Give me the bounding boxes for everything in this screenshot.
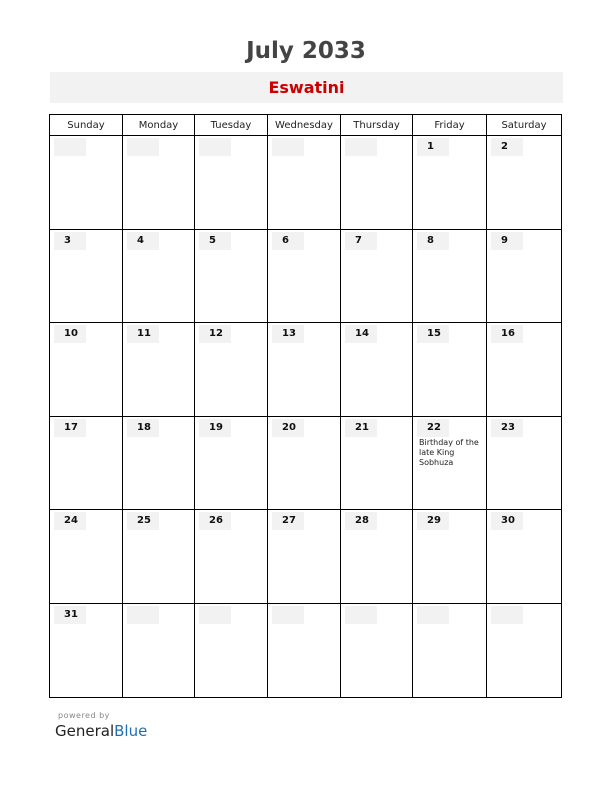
day-number (272, 138, 304, 156)
day-cell (341, 417, 413, 510)
day-number: 12 (199, 325, 231, 343)
day-cell (341, 604, 413, 698)
day-number: 7 (345, 232, 377, 250)
day-number: 28 (345, 512, 377, 530)
day-cell (50, 323, 123, 417)
day-number (345, 606, 377, 624)
day-number: 18 (127, 419, 159, 437)
weekday-tuesday: Tuesday (195, 115, 268, 135)
weekday-thursday: Thursday (341, 115, 413, 135)
day-cell (413, 136, 487, 230)
day-number: 22 (417, 419, 449, 437)
day-cell (341, 510, 413, 604)
day-number: 13 (272, 325, 304, 343)
holiday-label: Birthday of the late King Sobhuza (419, 438, 479, 467)
day-number: 6 (272, 232, 304, 250)
country-name: Eswatini (268, 78, 345, 97)
day-number: 27 (272, 512, 304, 530)
day-number: 16 (491, 325, 523, 343)
day-cell (413, 510, 487, 604)
day-number (345, 138, 377, 156)
day-number: 8 (417, 232, 449, 250)
day-cell (195, 604, 268, 698)
day-cell (268, 323, 341, 417)
day-number: 29 (417, 512, 449, 530)
day-cell (50, 136, 123, 230)
day-number: 1 (417, 138, 449, 156)
day-number (491, 606, 523, 624)
day-number: 4 (127, 232, 159, 250)
day-cell (487, 417, 561, 510)
day-cell (487, 323, 561, 417)
day-cell (50, 417, 123, 510)
day-number: 17 (54, 419, 86, 437)
weekday-header (50, 115, 561, 136)
day-cell (123, 323, 195, 417)
day-cell (341, 323, 413, 417)
day-number (272, 606, 304, 624)
day-cell (50, 510, 123, 604)
day-number: 31 (54, 606, 86, 624)
day-number (199, 606, 231, 624)
day-cell (195, 230, 268, 323)
day-number: 20 (272, 419, 304, 437)
day-number: 11 (127, 325, 159, 343)
calendar-grid (49, 114, 562, 698)
page-title: July 2033 (246, 38, 366, 64)
day-cell (195, 417, 268, 510)
day-number: 26 (199, 512, 231, 530)
day-cell (268, 230, 341, 323)
day-number: 25 (127, 512, 159, 530)
weekday-sunday: Sunday (50, 115, 123, 135)
day-cell (195, 136, 268, 230)
day-cell (341, 136, 413, 230)
calendar-body (50, 136, 561, 698)
day-number: 15 (417, 325, 449, 343)
day-cell (413, 417, 487, 510)
day-number (54, 138, 86, 156)
day-number (127, 138, 159, 156)
day-number: 5 (199, 232, 231, 250)
day-cell (341, 230, 413, 323)
weekday-friday: Friday (413, 115, 487, 135)
weekday-wednesday: Wednesday (268, 115, 341, 135)
brand-logo (55, 722, 147, 740)
day-number: 24 (54, 512, 86, 530)
day-cell (195, 323, 268, 417)
day-cell (123, 417, 195, 510)
day-number: 14 (345, 325, 377, 343)
day-cell (487, 136, 561, 230)
day-cell (123, 604, 195, 698)
weekday-saturday: Saturday (501, 120, 547, 131)
country-banner (50, 72, 563, 103)
day-cell (50, 604, 123, 698)
day-cell (413, 230, 487, 323)
day-number (127, 606, 159, 624)
day-cell (195, 510, 268, 604)
powered-by-label: powered by (58, 711, 110, 720)
day-cell (487, 230, 561, 323)
day-number: 3 (54, 232, 86, 250)
day-cell (268, 604, 341, 698)
day-cell (123, 510, 195, 604)
brand-part-blue: Blue (114, 722, 148, 740)
day-cell (268, 136, 341, 230)
day-cell (50, 230, 123, 323)
day-cell (487, 604, 561, 698)
day-cell (268, 417, 341, 510)
day-number: 19 (199, 419, 231, 437)
day-cell (123, 136, 195, 230)
day-number (199, 138, 231, 156)
brand-part-general: General (55, 722, 115, 740)
day-number: 30 (491, 512, 523, 530)
day-cell (487, 510, 561, 604)
weekday-monday: Monday (123, 115, 195, 135)
day-number: 21 (345, 419, 377, 437)
day-number: 23 (491, 419, 523, 437)
day-cell (123, 230, 195, 323)
day-cell (268, 510, 341, 604)
day-number: 2 (491, 138, 523, 156)
day-number (417, 606, 449, 624)
day-number: 9 (491, 232, 523, 250)
day-cell (413, 604, 487, 698)
day-cell (413, 323, 487, 417)
day-number: 10 (54, 325, 86, 343)
